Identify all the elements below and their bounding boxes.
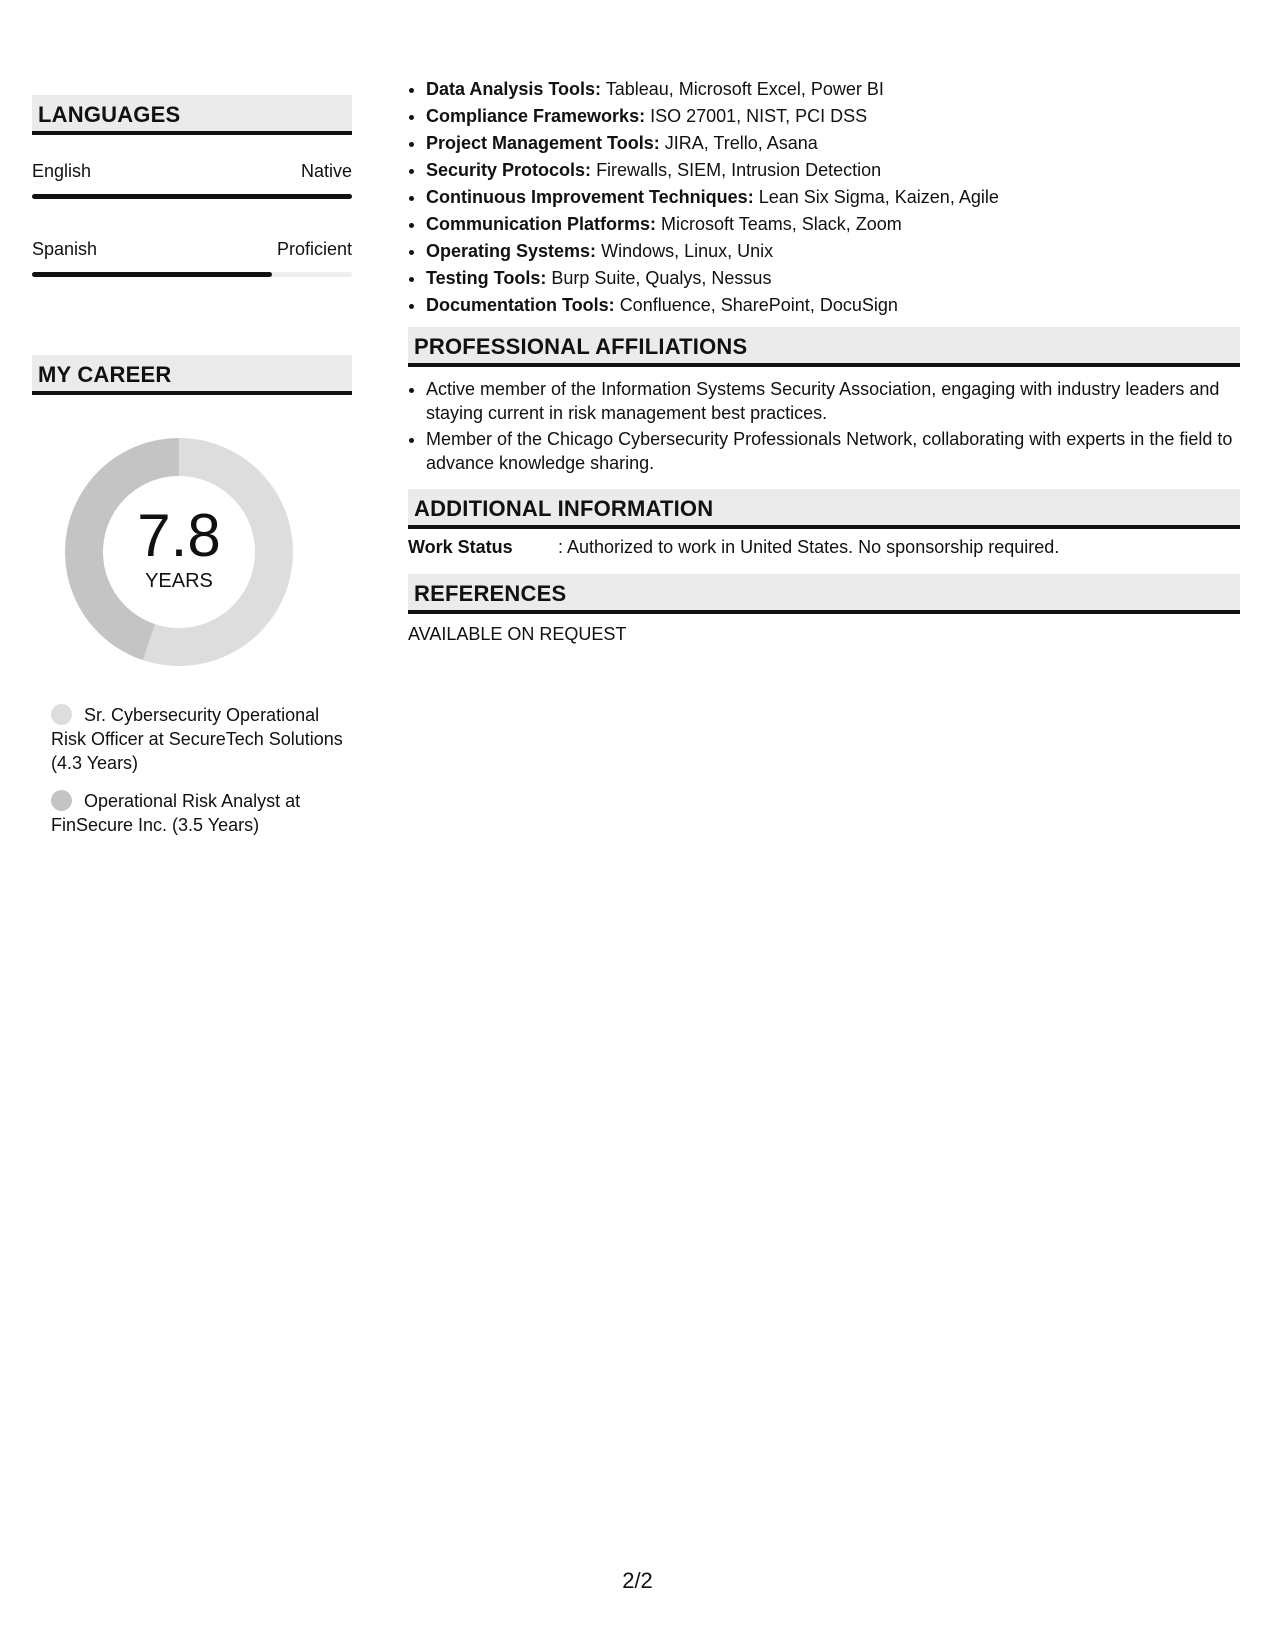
legend-item <box>51 703 352 775</box>
career-donut-chart <box>64 437 294 667</box>
skill-item <box>426 159 1240 181</box>
language-bar-fill <box>32 272 272 277</box>
skill-item <box>426 186 1240 208</box>
language-bar <box>32 272 352 277</box>
skill-item <box>426 132 1240 154</box>
skill-label: Continuous Improvement Techniques: <box>426 187 754 207</box>
skill-value: Microsoft Teams, Slack, Zoom <box>661 214 902 234</box>
page-number: 2/2 <box>622 1568 653 1593</box>
skill-label: Communication Platforms: <box>426 214 657 234</box>
language-name: English <box>32 161 92 181</box>
career-heading: MY CAREER <box>32 355 352 395</box>
additional-info-heading: ADDITIONAL INFORMATION <box>408 489 1240 529</box>
affiliation-item: • Member of the Chicago Cybersecurity Professionals Network, collaborating with experts in the field to advance knowledge sharing. <box>426 427 1240 475</box>
left-column <box>32 95 352 851</box>
skill-value: Burp Suite, Qualys, Nessus <box>551 268 772 288</box>
languages-heading: LANGUAGES <box>32 95 352 135</box>
skill-value: Firewalls, SIEM, Intrusion Detection <box>596 160 882 180</box>
language-item <box>32 161 352 199</box>
skill-item <box>426 105 1240 127</box>
skill-value: Tableau, Microsoft Excel, Power BI <box>605 79 884 99</box>
skill-label: Testing Tools: <box>426 268 547 288</box>
legend-label: Sr. Cybersecurity Operational Risk Officer at SecureTech Solutions (4.3 Years) <box>51 705 343 773</box>
right-column <box>408 78 1240 645</box>
legend-label: Operational Risk Analyst at FinSecure Inc. (3.5 Years) <box>51 791 301 835</box>
career-total-unit: YEARS <box>145 569 213 592</box>
work-status-value: : Authorized to work in United States. No sponsorship required. <box>558 537 1060 557</box>
skill-item <box>426 267 1240 289</box>
skill-label: Project Management Tools: <box>426 133 660 153</box>
skill-label: Documentation Tools: <box>426 295 615 315</box>
skill-label: Data Analysis Tools: <box>426 79 602 99</box>
work-status-row <box>408 537 1240 558</box>
affiliations-heading: PROFESSIONAL AFFILIATIONS <box>408 327 1240 367</box>
skill-label: Security Protocols: <box>426 160 592 180</box>
references-text: AVAILABLE ON REQUEST <box>408 624 627 644</box>
legend-item <box>51 789 352 837</box>
skill-item <box>426 78 1240 100</box>
language-name: Spanish <box>32 239 98 259</box>
skill-value: Windows, Linux, Unix <box>601 241 774 261</box>
legend-dot <box>51 790 72 811</box>
language-level: Proficient <box>276 239 352 259</box>
language-bar <box>32 194 352 199</box>
references-heading: REFERENCES <box>408 574 1240 614</box>
skills-list <box>408 78 1240 316</box>
skill-item <box>426 240 1240 262</box>
skill-item <box>426 213 1240 235</box>
donut-center <box>64 437 294 667</box>
skill-value: ISO 27001, NIST, PCI DSS <box>650 106 868 126</box>
affiliation-item: • Active member of the Information Systems Security Association, engaging with industry leaders and staying current in risk management best practices. <box>426 377 1240 425</box>
language-bar-fill <box>32 194 352 199</box>
work-status-label: Work Status <box>408 537 513 557</box>
career-legend <box>51 703 352 837</box>
language-level: Native <box>300 161 352 181</box>
skill-label: Compliance Frameworks: <box>426 106 646 126</box>
career-total-years: 7.8 <box>137 501 221 569</box>
skill-value: Lean Six Sigma, Kaizen, Agile <box>758 187 999 207</box>
affiliations-list <box>408 377 1240 475</box>
skill-value: JIRA, Trello, Asana <box>664 133 818 153</box>
legend-dot <box>51 704 72 725</box>
skill-label: Operating Systems: <box>426 241 597 261</box>
skill-value: Confluence, SharePoint, DocuSign <box>619 295 898 315</box>
skill-item <box>426 294 1240 316</box>
language-item <box>32 239 352 277</box>
